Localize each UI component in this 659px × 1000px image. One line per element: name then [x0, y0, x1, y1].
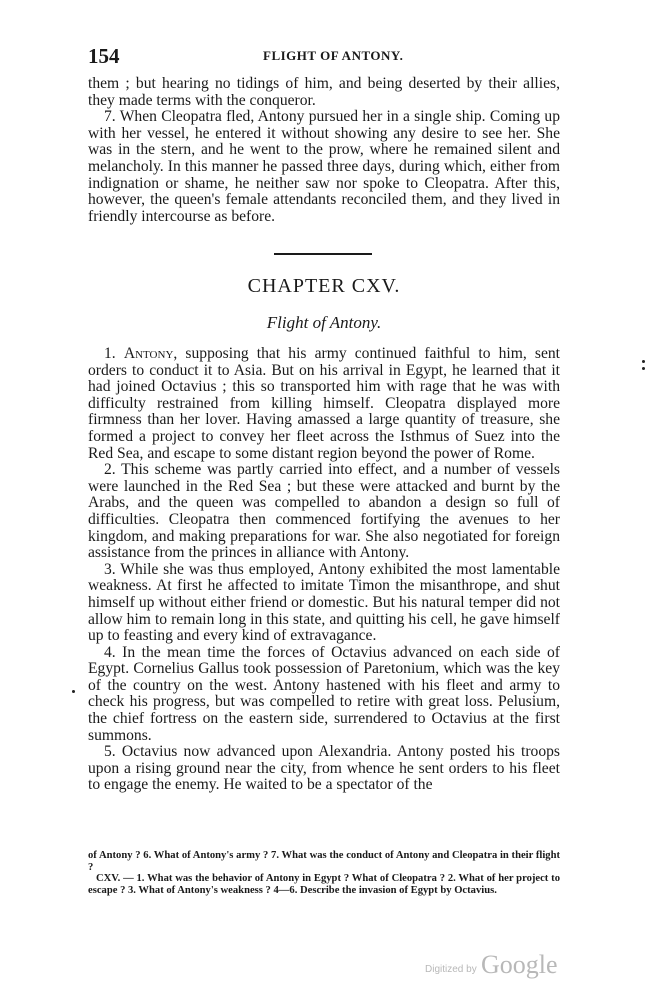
margin-speck [642, 367, 645, 370]
margin-speck [642, 360, 645, 363]
paragraph-2: 2. This scheme was partly carried into effect, and a number of vessels were launched in the Red Sea ; but these were attacked and burnt by the Arabs, and the queen was compelled to abandon a design so full of difficulties. Cleopatra then commenced fortifying the avenues to her kingdom, and making preparations for war. She also negotiated for foreign assistance from the princes in alliance with Antony. [88, 461, 560, 562]
previous-chapter-ending [88, 76, 560, 225]
chapter-body [88, 346, 560, 794]
watermark-prefix: Digitized by [425, 964, 477, 975]
google-logo: Google [481, 950, 558, 979]
chapter-title: CHAPTER CXV. [247, 275, 401, 297]
page-header [88, 44, 560, 68]
paragraph-5: 5. Octavius now advanced upon Alexandria. Antony posted his troops upon a rising ground near the city, from whence he sent orders to his fleet to engage the enemy. He waited to be a spectator of the [88, 743, 560, 794]
footnote-line: CXV. — 1. What was the behavior of Antony in Egypt ? What of Cleopatra ? 2. What of her project to escape ? 3. What of Antony's weakness ? 4—6. Describe the invasion of Egypt by Octavius. [88, 873, 560, 896]
footnote-line: of Antony ? 6. What of Antony's army ? 7. What was the conduct of Antony and Cleopatra in their flight ? [88, 850, 560, 873]
paragraph-1-text: supposing that his army continued faithful to him, sent orders to conduct it to Asia. But on his arrival in Egypt, he learned that it had joined Octavius ; this so transported him with rage that he was with difficulty restrained from killing himself. Cleopatra displayed more firmness than her lover. Having amassed a large quantity of treasure, she formed a project to convey her fleet across the Isthmus of Suez into the Red Sea, and escape to some distant region beyond the power of Rome. [88, 345, 561, 462]
running-title: FLIGHT OF ANTONY. [263, 48, 404, 63]
paragraph-1-name: Antony, [123, 345, 178, 362]
paragraph-1 [88, 346, 560, 462]
study-questions-footnotes [88, 850, 560, 896]
paragraph-1-number: 1. [104, 345, 116, 362]
paragraph-continuation: them ; but hearing no tidings of him, and being deserted by their allies, they made terms with the conqueror. [88, 75, 560, 109]
paragraph-4: 4. In the mean time the forces of Octavius advanced on each side of Egypt. Cornelius Gallus took possession of Paretonium, which was the key of the country on the west. Antony hastened with his fleet and army to check his progress, but was compelled to retire with great loss. Pelusium, the chief fortress on the eastern side, surrendered to Octavius at the first summons. [88, 643, 560, 744]
margin-speck [72, 690, 75, 693]
page-number: 154 [88, 44, 120, 68]
section-divider-rule [274, 253, 372, 255]
paragraph-3: 3. While she was thus employed, Antony exhibited the most lamentable weakness. At first he affected to imitate Timon the misanthrope, and shut himself up without either friend or domestic. But his natural temper did not allow him to remain long in this state, and quitting his cell, he gave himself up to feasting and every kind of extravagance. [88, 560, 560, 645]
digitized-watermark [425, 950, 565, 982]
chapter-subtitle: Flight of Antony. [266, 313, 382, 332]
paragraph-7: 7. When Cleopatra fled, Antony pursued her in a single ship. Coming up with her vessel, he entered it without showing any desire to see her. She was in the stern, and he went to the prow, where he remained silent and melancholy. In this manner he passed three days, during which, either from indignation or shame, he neither saw nor spoke to Cleopatra. After this, however, the queen's female attendants reconciled them, and they lived in friendly intercourse as before. [88, 108, 560, 225]
